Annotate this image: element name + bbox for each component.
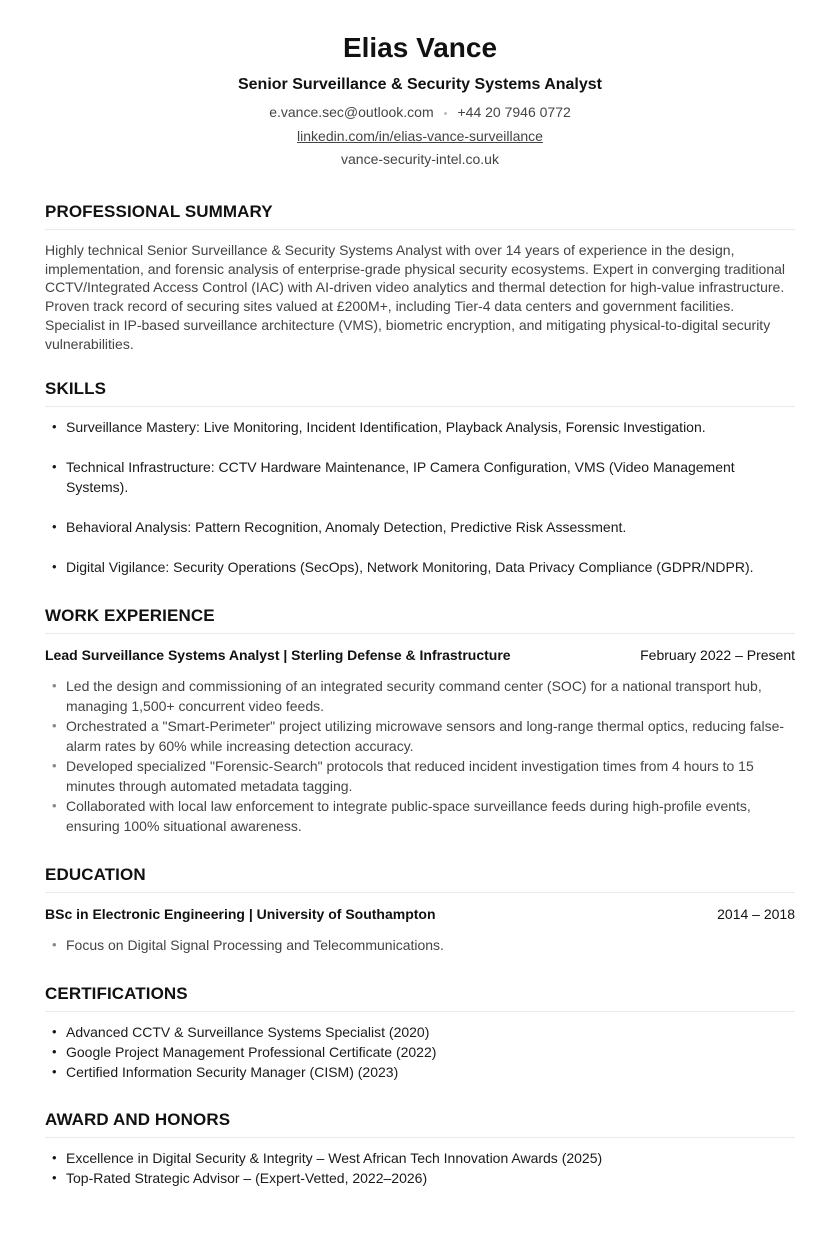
- experience-dates: February 2022 – Present: [640, 647, 795, 664]
- education-degree: BSc in Electronic Engineering | University of Southampton: [45, 906, 436, 923]
- section-heading-certifications: CERTIFICATIONS: [45, 984, 795, 1012]
- summary-text: Highly technical Senior Surveillance & Security Systems Analyst with over 14 years of experience in the design, implementation, and forensic analysis of enterprise-grade physical security ecosystems. Expert in converging traditional CCTV/Integrated Access Control (IAC) with AI-driven video analytics and thermal detection for high-value infrastructure. Proven track record of securing sites valued at £200M+, including Tier-4 data centers and government facilities. Specialist in IP-based surveillance architecture (VMS), biometric encryption, and mitigating physical-to-digital security vulnerabilities.: [45, 242, 786, 352]
- section-heading-summary: PROFESSIONAL SUMMARY: [45, 202, 795, 230]
- experience-section: [45, 606, 795, 836]
- list-item: • Top-Rated Strategic Advisor – (Expert-Vetted, 2022–2026): [45, 1168, 795, 1188]
- linkedin-link[interactable]: linkedin.com/in/elias-vance-surveillance: [297, 128, 543, 144]
- list-item: • Technical Infrastructure: CCTV Hardware Maintenance, IP Camera Configuration, VMS (Video Management Systems).: [45, 457, 795, 497]
- experience-entry-header: [45, 646, 795, 664]
- list-item: • Orchestrated a "Smart-Perimeter" project utilizing microwave sensors and long-range thermal optics, reducing false-alarm rates by 60% while increasing detection accuracy.: [45, 716, 795, 756]
- experience-role: Lead Surveillance Systems Analyst | Sterling Defense & Infrastructure: [45, 647, 511, 664]
- section-heading-awards: AWARD AND HONORS: [45, 1110, 795, 1138]
- website-link[interactable]: vance-security-intel.co.uk: [341, 151, 499, 167]
- summary-section: [45, 202, 795, 353]
- list-item: • Surveillance Mastery: Live Monitoring, Incident Identification, Playback Analysis, Forensic Investigation.: [45, 417, 795, 437]
- awards-list: [45, 1148, 795, 1188]
- certifications-list: [45, 1022, 795, 1082]
- list-item: • Developed specialized "Forensic-Search" protocols that reduced incident investigation times from 4 hours to 15 minutes through automated metadata tagging.: [45, 756, 795, 796]
- education-bullets: [45, 935, 795, 955]
- section-heading-education: EDUCATION: [45, 865, 795, 893]
- separator-dot: •: [443, 108, 448, 120]
- candidate-name: Elias Vance: [342, 32, 498, 63]
- skills-section: [45, 379, 795, 577]
- contact-row: [45, 103, 795, 123]
- section-heading-experience: WORK EXPERIENCE: [45, 606, 795, 634]
- list-item: • Advanced CCTV & Surveillance Systems Specialist (2020): [45, 1022, 795, 1042]
- list-item: • Certified Information Security Manager (CISM) (2023): [45, 1062, 795, 1082]
- list-item: • Led the design and commissioning of an integrated security command center (SOC) for a national transport hub, managing 1,500+ concurrent video feeds.: [45, 676, 795, 716]
- list-item: • Digital Vigilance: Security Operations (SecOps), Network Monitoring, Data Privacy Compliance (GDPR/NDPR).: [45, 557, 795, 577]
- education-section: [45, 865, 795, 955]
- list-item: • Behavioral Analysis: Pattern Recognition, Anomaly Detection, Predictive Risk Assessment.: [45, 517, 795, 537]
- phone-number[interactable]: +44 20 7946 0772: [457, 104, 571, 120]
- education-dates: 2014 – 2018: [717, 906, 795, 923]
- list-item: • Google Project Management Professional Certificate (2022): [45, 1042, 795, 1062]
- job-title: Senior Surveillance & Security Systems Analyst: [237, 76, 602, 93]
- resume-header: [45, 0, 795, 168]
- list-item: • Focus on Digital Signal Processing and Telecommunications.: [45, 935, 795, 955]
- education-entry-header: [45, 905, 795, 923]
- awards-section: [45, 1110, 795, 1188]
- section-heading-skills: SKILLS: [45, 379, 795, 407]
- list-item: • Collaborated with local law enforcement to integrate public-space surveillance feeds during high-profile events, ensuring 100% situational awareness.: [45, 796, 795, 836]
- email-link[interactable]: e.vance.sec@outlook.com: [269, 104, 434, 120]
- certifications-section: [45, 984, 795, 1082]
- skills-list: [45, 417, 795, 577]
- experience-bullets: [45, 676, 795, 836]
- list-item: • Excellence in Digital Security & Integrity – West African Tech Innovation Awards (2025): [45, 1148, 795, 1168]
